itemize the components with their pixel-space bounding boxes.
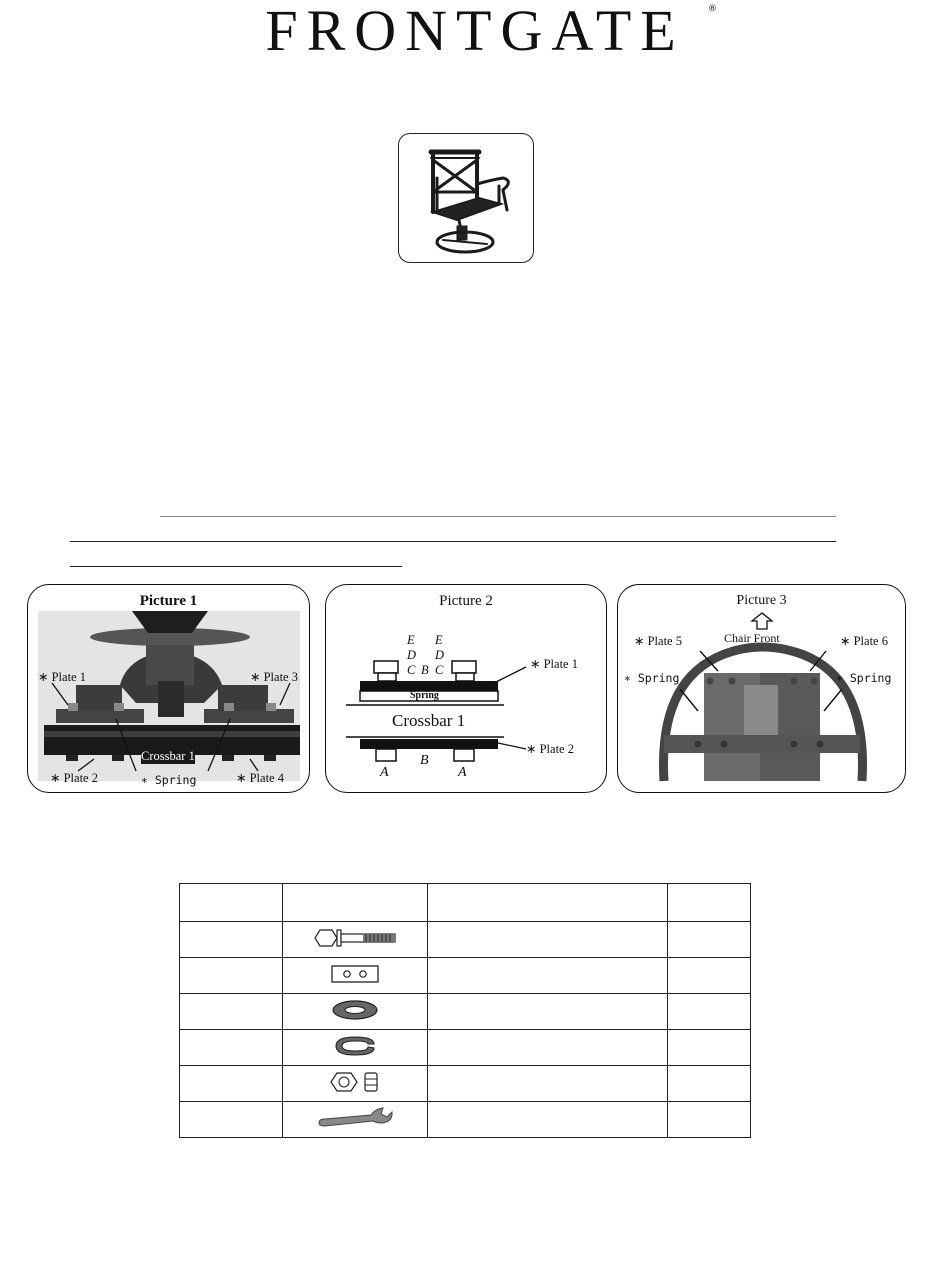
- picture-1-spring-label: ∗ Spring: [141, 773, 197, 787]
- picture-2-panel: [325, 584, 607, 793]
- table-cell: [282, 958, 428, 994]
- brand-logo: [0, 0, 950, 63]
- table-cell: [282, 994, 428, 1030]
- table-cell: [428, 1030, 668, 1066]
- picture-3-spring-left-label: ∗ Spring: [624, 671, 680, 685]
- picture-2-letter-a2: A: [458, 765, 467, 780]
- rule-line-1: [160, 516, 836, 517]
- table-header-cell: [180, 884, 283, 922]
- table-row: [180, 994, 751, 1030]
- picture-2-letter-e2: E: [435, 633, 443, 647]
- table-cell: [428, 1066, 668, 1102]
- table-cell: [428, 994, 668, 1030]
- picture-1-crossbar-label: Crossbar 1: [141, 749, 195, 763]
- lock-washer-icon: [330, 1034, 380, 1058]
- picture-2-letter-c1: C: [407, 663, 416, 677]
- table-cell: [180, 994, 283, 1030]
- registered-mark: ®: [708, 4, 717, 14]
- picture-3-title: Picture 3: [736, 593, 787, 608]
- table-cell: [668, 1102, 751, 1138]
- table-cell: [668, 958, 751, 994]
- picture-2-title: Picture 2: [439, 593, 493, 609]
- flat-washer-icon: [330, 999, 380, 1021]
- picture-1-plate3-label: ∗ Plate 3: [250, 670, 298, 684]
- table-cell: [428, 1102, 668, 1138]
- table-header-cell: [428, 884, 668, 922]
- picture-1-plate1-label: ∗ Plate 1: [38, 670, 86, 684]
- table-cell: [282, 922, 428, 958]
- picture-2-letter-c2: C: [435, 663, 444, 677]
- picture-2-letter-e1: E: [407, 633, 415, 647]
- picture-2-letter-b2: B: [420, 753, 429, 768]
- picture-3-panel: [617, 584, 906, 793]
- table-cell: [668, 1030, 751, 1066]
- picture-3-plate5-label: ∗ Plate 5: [634, 634, 682, 648]
- table-cell: [180, 958, 283, 994]
- chair-thumbnail: [398, 133, 534, 263]
- table-row: [180, 1066, 751, 1102]
- picture-3-plate6-label: ∗ Plate 6: [840, 634, 888, 648]
- hex-bolt-icon: [313, 927, 397, 949]
- picture-2-letter-a1: A: [380, 765, 389, 780]
- picture-3-chair-front-label: Chair Front: [724, 631, 780, 645]
- picture-1-plate4-label: ∗ Plate 4: [236, 771, 284, 785]
- table-header-cell: [282, 884, 428, 922]
- picture-2-diagram: [326, 585, 606, 792]
- picture-2-letter-b1: B: [421, 663, 429, 677]
- picture-3-spring-right-label: ∗ Spring: [836, 671, 892, 685]
- picture-2-plate2-label: ∗ Plate 2: [526, 742, 574, 756]
- table-cell: [668, 994, 751, 1030]
- picture-1-plate2-label: ∗ Plate 2: [50, 771, 98, 785]
- picture-2-letter-d2: D: [435, 648, 445, 662]
- table-cell: [668, 1066, 751, 1102]
- picture-2-letter-d1: D: [407, 648, 417, 662]
- picture-2-plate1-label: ∗ Plate 1: [530, 657, 578, 671]
- rule-line-3: [70, 566, 402, 567]
- wrench-icon: [315, 1105, 395, 1131]
- table-row: [180, 1102, 751, 1138]
- hex-nut-icon: [327, 1070, 383, 1094]
- brand-name: FRONTGATE: [265, 0, 685, 63]
- table-cell: [180, 1066, 283, 1102]
- table-cell: [282, 1030, 428, 1066]
- table-row: [180, 922, 751, 958]
- table-header-row: [180, 884, 751, 922]
- table-cell: [668, 922, 751, 958]
- rule-line-2: [70, 541, 836, 542]
- table-cell: [282, 1102, 428, 1138]
- table-header-cell: [668, 884, 751, 922]
- picture-1-title: Picture 1: [139, 593, 198, 609]
- table-cell: [180, 1102, 283, 1138]
- table-cell: [428, 958, 668, 994]
- picture-2-spring-label: Spring: [410, 690, 439, 701]
- parts-table: [179, 883, 751, 1138]
- table-cell: [428, 922, 668, 958]
- swivel-chair-icon: [399, 134, 533, 262]
- picture-1-panel: [27, 584, 310, 793]
- table-cell: [180, 922, 283, 958]
- picture-2-crossbar-label: Crossbar 1: [392, 711, 466, 730]
- picture-3-illustration: [618, 585, 905, 792]
- plate-icon: [330, 963, 380, 985]
- table-cell: [282, 1066, 428, 1102]
- table-row: [180, 1030, 751, 1066]
- table-cell: [180, 1030, 283, 1066]
- table-row: [180, 958, 751, 994]
